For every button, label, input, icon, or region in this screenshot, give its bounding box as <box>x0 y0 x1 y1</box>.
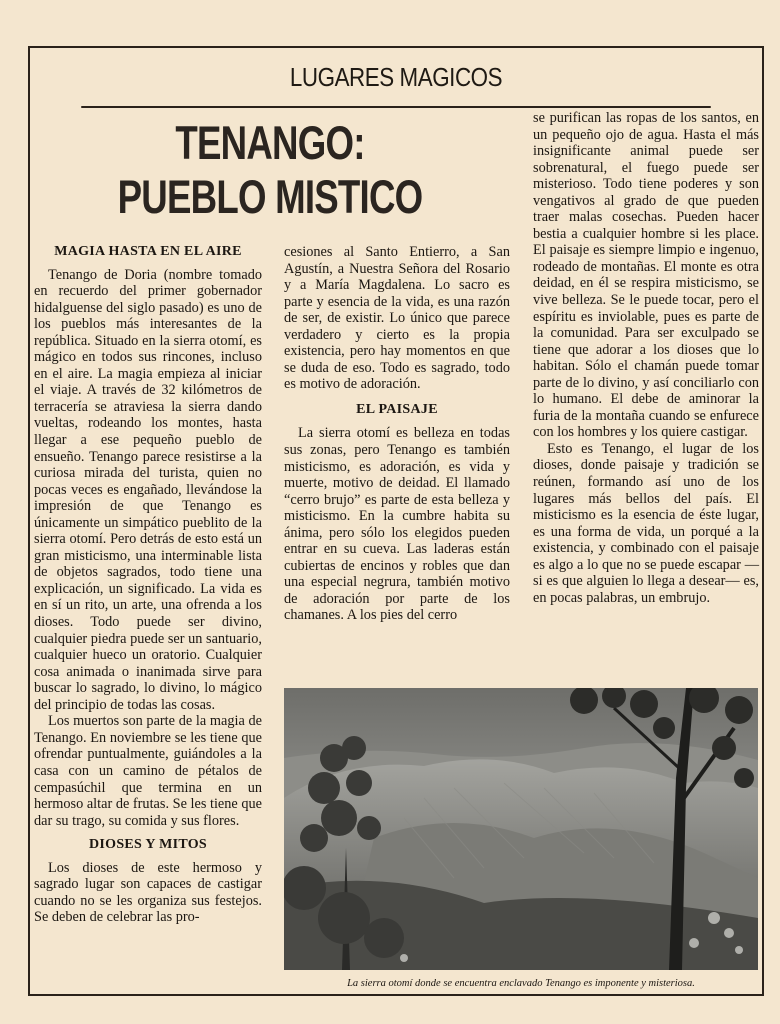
paragraph: cesiones al Santo Entierro, a San Agustín, a Nuestra Señora del Rosario y a María Magdalena. Lo sacro es parte y esencia de la vida, es una razón de ser, de existir. Lo único que parece verdadero y cierto es la propia existencia, pero hay momentos en que se duda de eso. Todo es sagrado, todo es motivo de adoración. <box>284 244 510 393</box>
paragraph: Los dioses de este hermoso y sagrado lugar son capaces de castigar cuando no se les organiza sus festejos. Se deben de celebrar las pro- <box>34 859 262 926</box>
section-header: LUGARES MAGICOS <box>81 48 711 108</box>
subheading-magia: MAGIA HASTA EN EL AIRE <box>54 244 242 259</box>
landscape-photo <box>284 688 758 970</box>
paragraph: Tenango de Doria (nombre tomado en recuerdo del primer gobernador hidalguense del siglo pasado) es uno de los pueblos más interesantes de la república. Situado en la sierra otomí, es mágico en todos sus rincones, incluso en el aire. La magia empieza al iniciar el viaje. A través de 32 kilómetros de terracería se atraviesa la sierra dando vueltas, rodeando los montes, hasta llegar a ese pequeño pueblo de ensueño. Tenango parece resistirse a la curiosa mirada del turista, quien no pocas veces es engañado, llevándose la impresión de que Tenango es únicamente un simpático pueblito de la sierra otomí. Pero detrás de esto está un gran misticismo, una interminable lista de objetos sagrados, todo tiene una explicación, un significado. La vida es en sí un rito, un arte, una ofrenda a los dioses. Todo puede ser divino, cualquier piedra puede ser un santuario, cualquier hueco un oratorio. Cualquier cosa animada o inanimada sirve para buscar lo sagrado, lo divino, lo mágico del principio de todas las cosas. <box>34 266 262 713</box>
paragraph: Esto es Tenango, el lugar de los dioses, donde paisaje y tradición se reúnen, formando así uno de los lugares más bellos del país. El misticismo es la esencia de éste lugar, es una forma de vida, un porqué a la existencia, y combinado con el paisaje es algo a lo que no se puede escapar —si es que alguien lo llega a desear— es, en pocas palabras, un embrujo. <box>533 440 759 606</box>
title-line-2: PUEBLO MISTICO <box>117 170 423 223</box>
photo-caption: La sierra otomí donde se encuentra enclavado Tenango es imponente y misteriosa. <box>347 978 695 989</box>
article-title <box>40 116 500 224</box>
paragraph: Los muertos son parte de la magia de Tenango. En noviembre se les tiene que ofrendar puntualmente, guiándoles a la casa con un camino de pétalos de cempasúchil que termina en un hermoso altar de frutas. Se les tiene que dar su trago, su comida y sus flores. <box>34 713 262 829</box>
title-line-1: TENANGO: <box>175 116 365 169</box>
subheading-paisaje: EL PAISAJE <box>356 401 438 417</box>
text-column-2 <box>284 244 510 624</box>
paragraph: La sierra otomí es belleza en todas sus zonas, pero Tenango es también misticismo, es adoración, es vida y muerte, motivo de deidad. El llamado “cerro brujo” es parte de esta belleza y misticismo. En la cumbre habita su ánima, pero sólo los elegidos pueden entrar en su cueva. Las laderas están cubiertas de encinos y robles que dan una especial negrura, también motivo de adoración por parte de los chamanes. A los pies del cerro <box>284 425 510 624</box>
text-column-3 <box>533 110 759 606</box>
text-column-1 <box>34 244 262 926</box>
paragraph: se purifican las ropas de los santos, en un pequeño ojo de agua. Hasta el más insignificante animal puede ser sobrenatural, el fuego puede ser misterioso. Todo tiene poderes y son vengativos al grado de que pueden traer malas cosechas. Pueden hacer bestia a cualquier hombre si les place. El paisaje es siempre limpio e ingenuo, rodeado de montañas. El monte es otra deidad, en él se respira misticismo, se vive belleza. Se le puede tocar, pero el espíritu es inviolable, pues es parte de la comunidad. Para ser exculpado se tiene que adorar a los dioses que lo habitan. Sólo el chamán puede tomar parte de lo divino, y así conciliarlo con lo humano. El debe de aminorar la furia de la montaña cuando se enfurece con los hombres y los quiere castigar. <box>533 110 759 441</box>
subheading-dioses: DIOSES Y MITOS <box>88 837 208 853</box>
